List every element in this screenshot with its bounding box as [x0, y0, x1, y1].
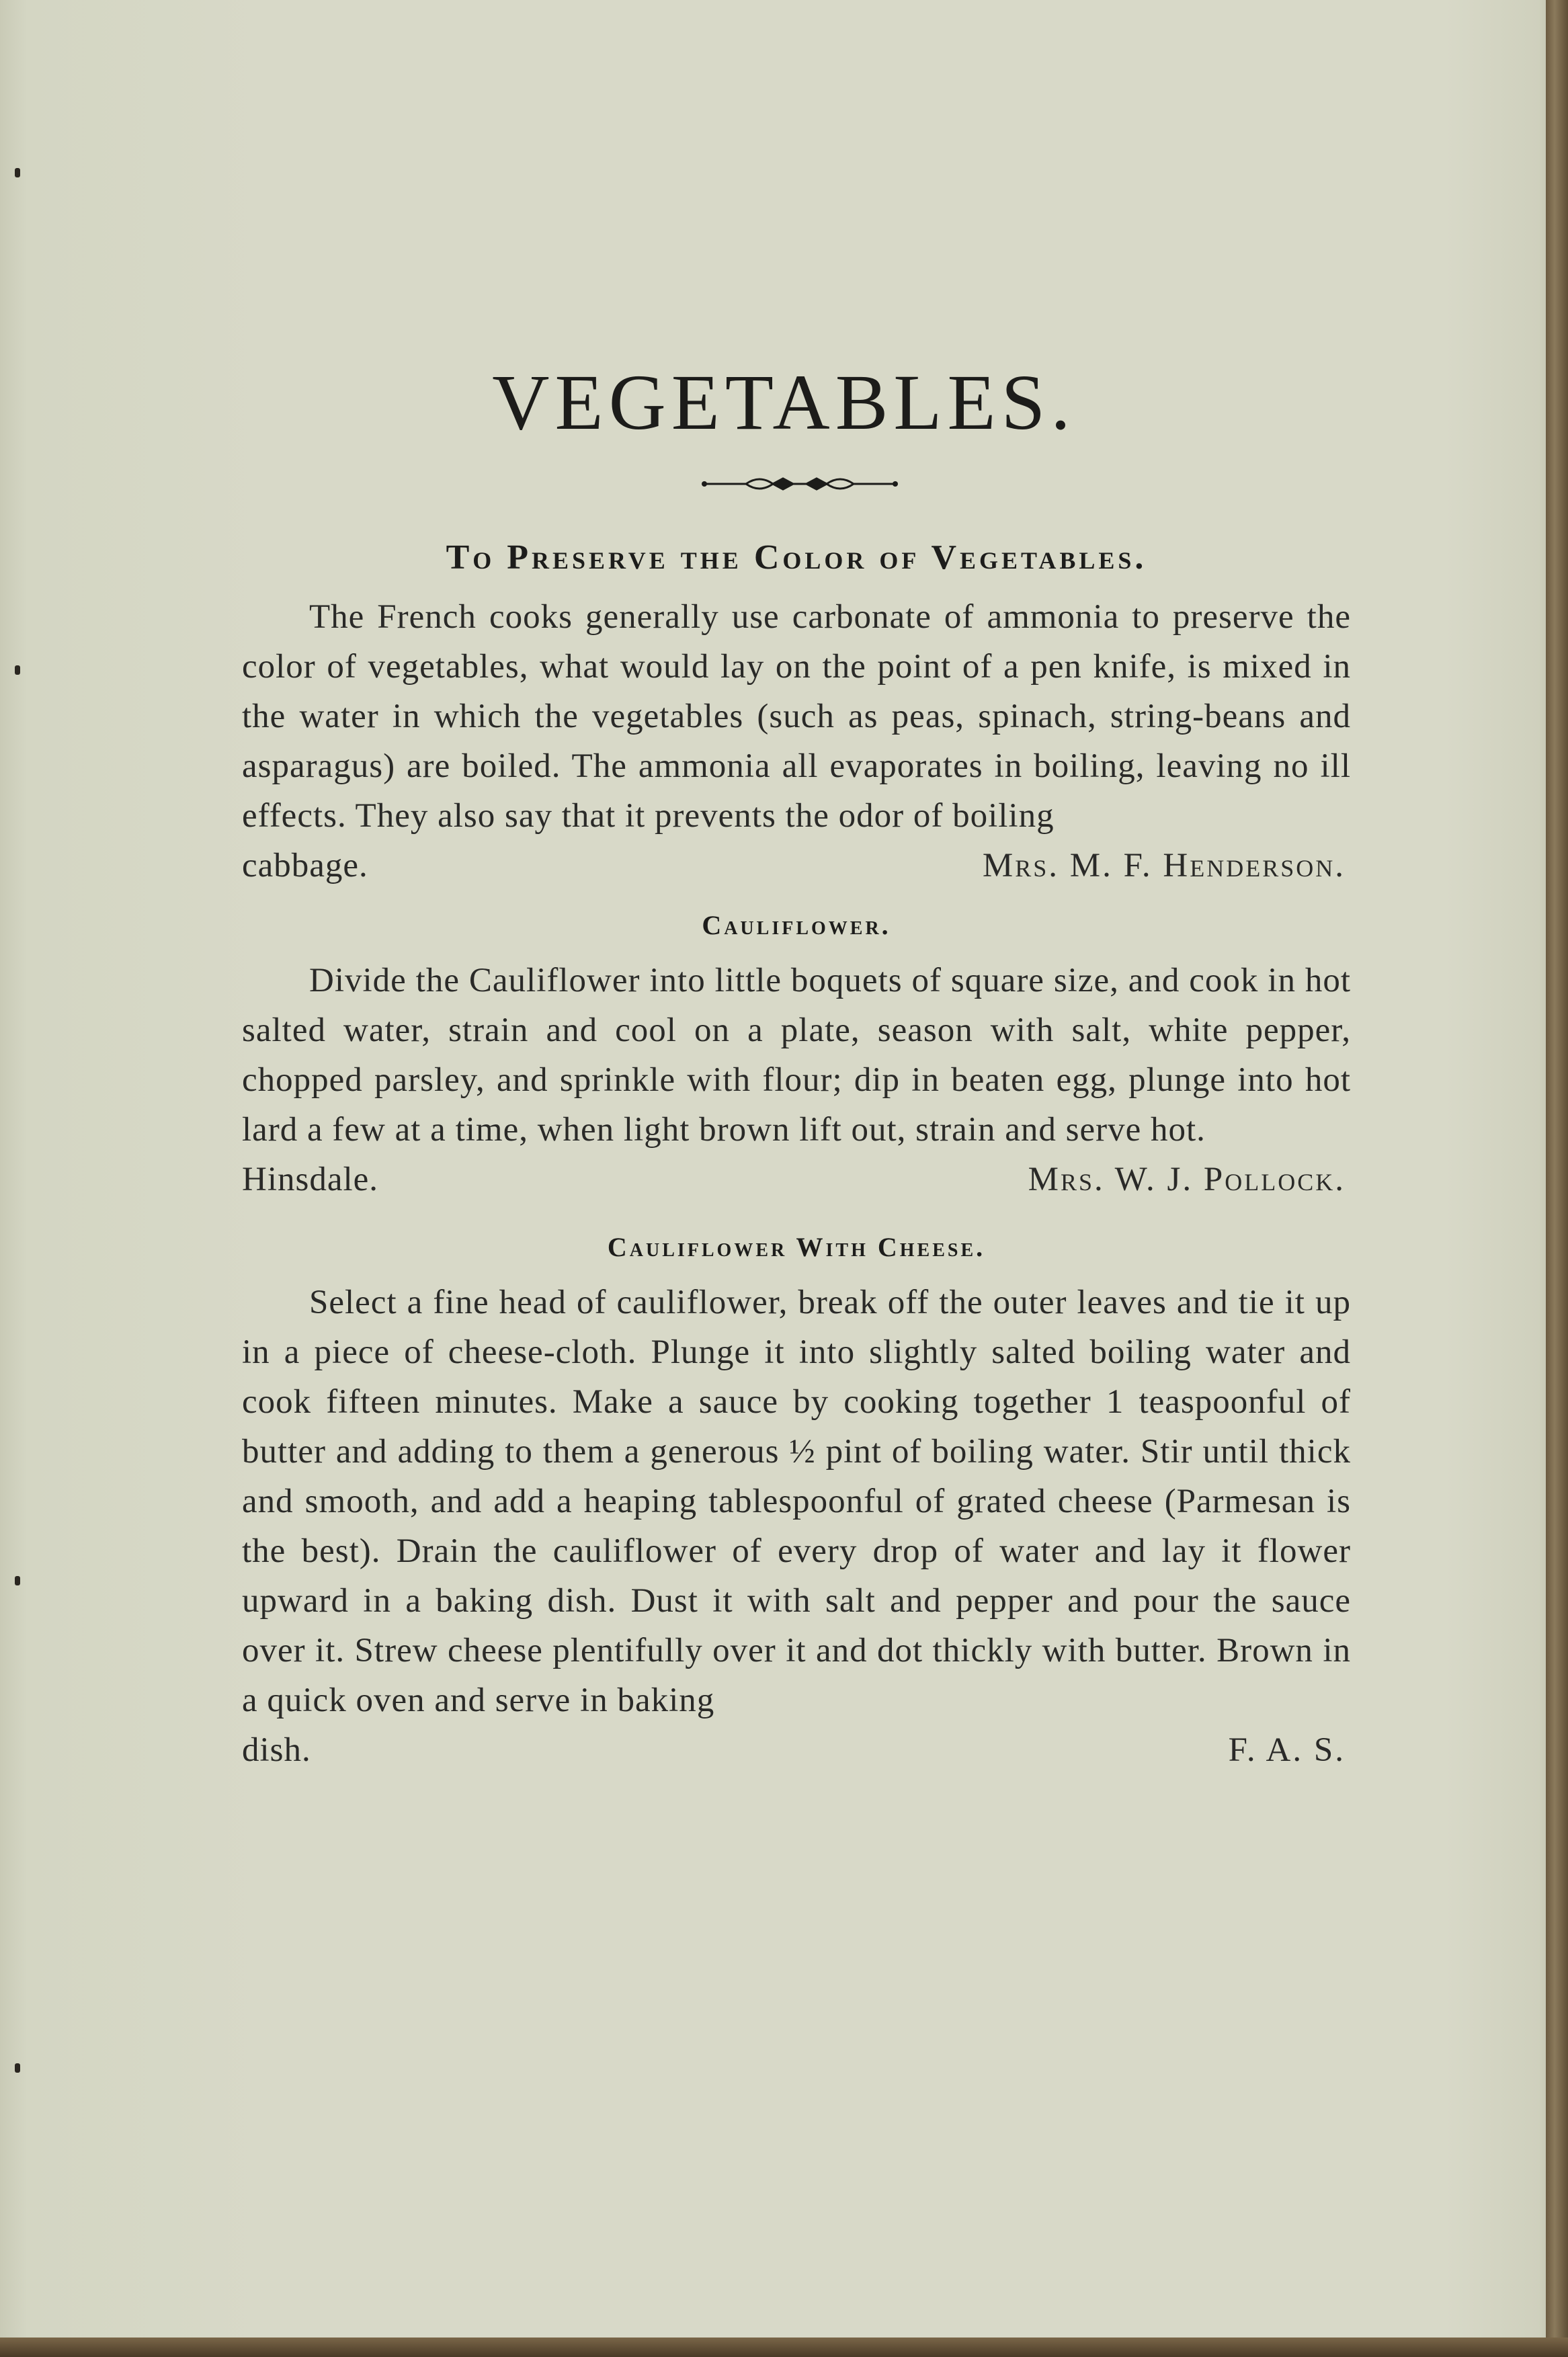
section-heading: To Preserve the Color of Vegetables.	[446, 538, 1147, 577]
section-cauliflower-cheese	[242, 1231, 1351, 1775]
closing-word: dish.	[242, 1731, 311, 1769]
closing-word: cabbage.	[242, 847, 368, 884]
page-title: VEGETABLES.	[492, 358, 1076, 446]
signature-line	[242, 1725, 1351, 1775]
binding-mark	[15, 1576, 20, 1585]
signature: F. A. S.	[1228, 1731, 1346, 1769]
decorative-scroll-ornament-icon	[699, 470, 901, 497]
signature: Mrs. W. J. Pollock.	[1028, 1161, 1346, 1198]
section-preserve-color	[242, 538, 1351, 891]
section-body: Divide the Cauliflower into little boquets of square size, and cook in hot salted water, strain and cool on a plate, season with salt, white pepper, chopped parsley, and sprinkle with flour; dip in beaten egg, plunge into hot lard a few at a time, when light brown lift out, strain and serve hot.	[242, 962, 1351, 1149]
closing-word: Hinsdale.	[242, 1161, 379, 1198]
binding-mark	[15, 665, 20, 675]
signature-line	[242, 1155, 1351, 1204]
book-edge-bottom	[0, 2338, 1568, 2357]
binding-mark	[15, 168, 20, 177]
signature-line	[242, 841, 1351, 891]
section-body: Select a fine head of cauliflower, break off the outer leaves and tie it up in a piece of cheese-cloth. Plunge it into slightly salted boiling water and cook fifteen minutes. Make a sauce by cooking together 1 teaspoonful of butter and adding to them a generous ½ pint of boiling water. Stir until thick and smooth, and add a heaping tablespoonful of grated cheese (Parmesan is the best). Drain the cauliflower of every drop of water and lay it flower upward in a baking dish. Dust it with salt and pepper and pour the sauce over it. Strew cheese plentifully over it and dot thickly with butter. Brown in a quick oven and serve in baking	[242, 1284, 1351, 1719]
section-heading: Cauliflower With Cheese.	[607, 1232, 986, 1262]
binding-mark	[15, 2063, 20, 2073]
section-body: The French cooks generally use carbonate of ammonia to preserve the color of vegetables, what would lay on the point of a pen knife, is mixed in the water in which the vegetables (such as peas, spinach, string-beans and asparagus) are boiled. The ammonia all evaporates in boiling, leaving no ill effects. They also say that it prevents the odor of boiling	[242, 598, 1351, 835]
section-cauliflower	[242, 909, 1351, 1204]
book-edge-right	[1546, 0, 1568, 2357]
signature: Mrs. M. F. Henderson.	[982, 847, 1346, 884]
recipe-content	[242, 518, 1351, 1775]
section-heading: Cauliflower.	[702, 910, 891, 940]
